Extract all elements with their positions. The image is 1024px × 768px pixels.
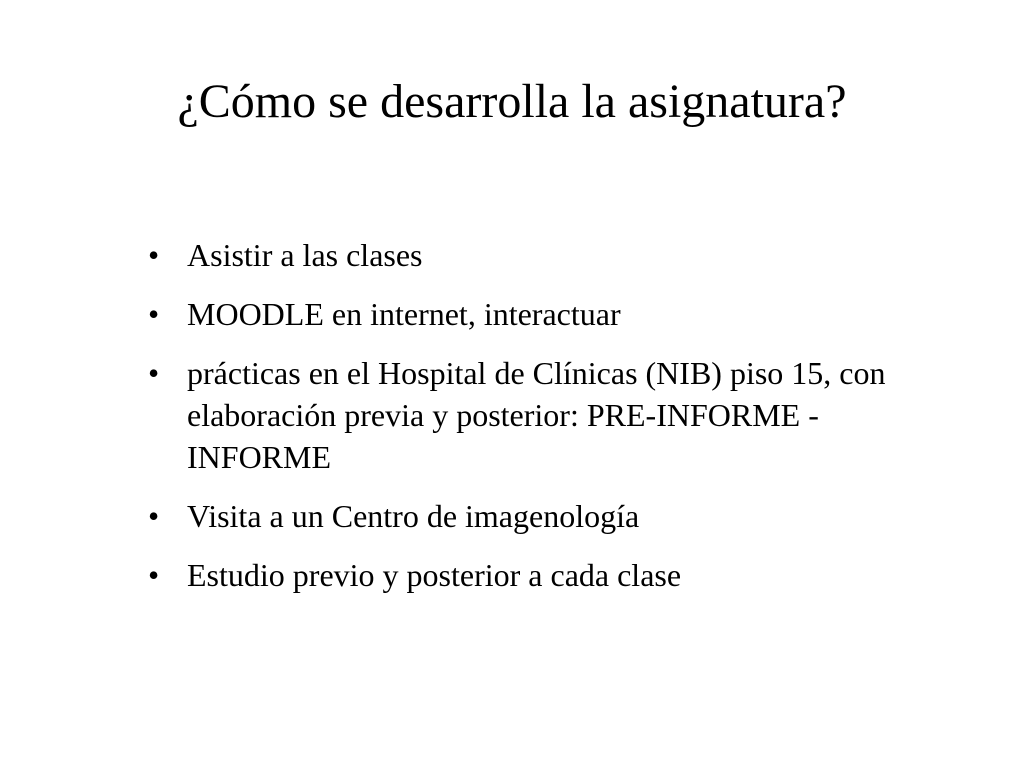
bullet-text: Estudio previo y posterior a cada clase <box>187 557 682 593</box>
slide-title: ¿Cómo se desarrolla la asignatura? <box>177 75 847 128</box>
bullet-item <box>148 234 908 276</box>
bullet-icon: • <box>148 237 160 273</box>
bullet-list <box>148 234 908 613</box>
bullet-icon: • <box>148 296 160 332</box>
bullet-icon: • <box>148 355 160 391</box>
bullet-item <box>148 293 908 335</box>
bullet-item <box>148 352 908 478</box>
bullet-item <box>148 495 908 537</box>
bullet-text: prácticas en el Hospital de Clínicas (NIB) piso 15, con elaboración previa y posterior: PRE-INFORME - INFORME <box>187 355 886 475</box>
bullet-text: Asistir a las clases <box>187 237 423 273</box>
bullet-text: MOODLE en internet, interactuar <box>187 296 621 332</box>
bullet-icon: • <box>148 557 160 593</box>
bullet-icon: • <box>148 498 160 534</box>
bullet-item <box>148 554 908 596</box>
bullet-text: Visita a un Centro de imagenología <box>187 498 640 534</box>
